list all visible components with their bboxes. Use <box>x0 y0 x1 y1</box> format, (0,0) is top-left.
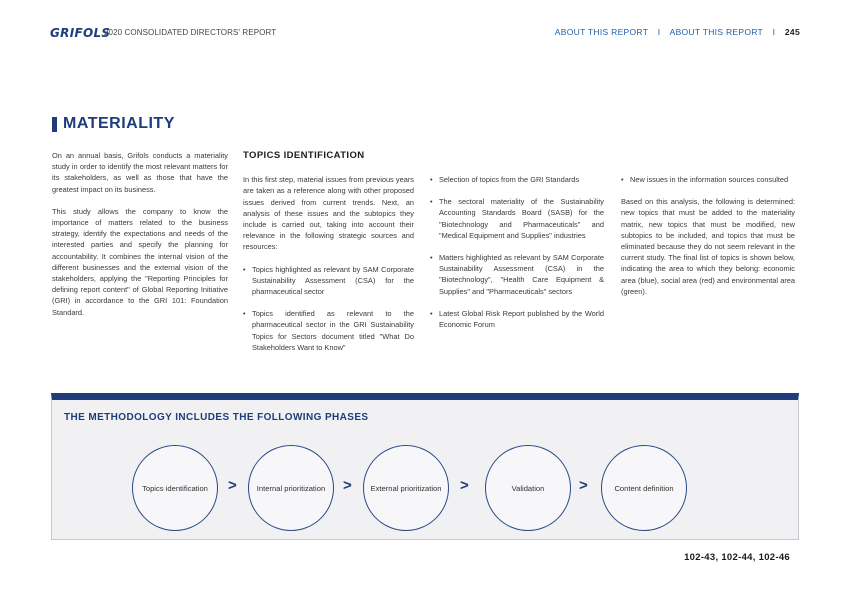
list-item: • Topics highlighted as relevant by SAM Corporate Sustainability Assessment (CSA) for the pharmaceutical sector <box>243 264 414 298</box>
grifols-logo: GRIFOLS <box>50 26 111 40</box>
topics-column-2 <box>430 174 604 341</box>
topics-column-3 <box>621 174 795 308</box>
topics-conclusion: Based on this analysis, the following is determined: new topics that must be added to the materiality matrix, new topics that must be modified, new subtopics to be included, and topics that must be eliminated because they do not seem relevant in the current study. The final list of topics is shown below, indicating the area to which they belong: economic area (blue), social area (red) and environmental area (green). <box>621 197 795 296</box>
phase-label: Topics identification <box>142 483 208 493</box>
phase-label: Validation <box>511 483 545 493</box>
breadcrumb-section-link[interactable]: ABOUT THIS REPORT <box>554 27 649 37</box>
page-header <box>50 26 800 40</box>
phase-content-definition <box>601 445 687 531</box>
sources-list <box>243 264 414 353</box>
phase-label: Internal prioritization <box>256 483 326 493</box>
list-item: • The sectoral materiality of the Sustainability Accounting Standards Board (SASB) for the "Biotechnology and Pharmaceuticals" and "Medical Equipment and Supplies" industries <box>430 196 604 241</box>
breadcrumb-separator: I <box>657 27 661 37</box>
sources-list <box>430 174 604 330</box>
breadcrumb-separator: I <box>772 27 776 37</box>
page-number: 245 <box>784 27 800 37</box>
report-title: 2020 CONSOLIDATED DIRECTORS' REPORT <box>104 28 277 37</box>
list-item: • Matters highlighted as relevant by SAM Corporate Sustainability Assessment (CSA) in the "Biotechnology", "Health Care Equipment & Supplies" and "Pharmaceuticals" sectors <box>430 252 604 297</box>
methodology-phases-box <box>51 393 799 540</box>
phase-external-prioritization <box>363 445 449 531</box>
list-item: • Selection of topics from the GRI Standards <box>430 174 604 185</box>
sources-list <box>621 174 795 185</box>
breadcrumb-page-link[interactable]: ABOUT THIS REPORT <box>669 27 763 37</box>
gri-reference-codes: 102-43, 102-44, 102-46 <box>684 552 790 563</box>
section-title-text: MATERIALITY <box>63 115 175 132</box>
topics-column-1 <box>243 150 414 364</box>
arrow-icon: > <box>579 477 588 494</box>
section-title <box>52 115 175 133</box>
phase-label: Content definition <box>614 483 674 493</box>
title-accent-bar <box>52 117 57 132</box>
intro-paragraph: On an annual basis, Grifols conducts a materiality study in order to identify the most relevant matters for its stakeholders, as well as those that have the greatest impact on its business. <box>52 151 228 194</box>
methodology-title: THE METHODOLOGY INCLUDES THE FOLLOWING PHASES <box>64 412 369 423</box>
list-item: • Topics identified as relevant to the pharmaceutical sector in the GRI Sustainability Topics for Sectors document titled "What Do Stakeholders Want to Know" <box>243 308 414 353</box>
phase-label: External prioritization <box>370 483 442 493</box>
list-item: • Latest Global Risk Report published by the World Economic Forum <box>430 308 604 330</box>
breadcrumb <box>555 27 800 37</box>
topics-intro: In this first step, material issues from previous years are taken as a reference along with other proposed issues derived from current trends. Next, an analysis of these issues and the subtopics they include is carried out, taking into account their relevance in the following strategic sources and resources: <box>243 175 414 252</box>
intro-paragraph: This study allows the company to know the importance of matters related to the business strategy, identify the expectations and needs of the interested parties and specify the planning for accountability. It combines the internal vision of the different businesses and the external vision of the stakeholders, applying the "Reporting Principles for defining report content" of Global Reporting Initiative (GRI) in accordance to the GRI 101: Foundation Standard. <box>52 206 228 317</box>
arrow-icon: > <box>343 477 352 494</box>
intro-column <box>52 150 228 329</box>
list-item: • New issues in the information sources consulted <box>621 174 795 185</box>
arrow-icon: > <box>460 477 469 494</box>
topics-heading: TOPICS IDENTIFICATION <box>243 150 365 161</box>
phase-internal-prioritization <box>248 445 334 531</box>
phase-topics-identification <box>132 445 218 531</box>
phase-validation <box>485 445 571 531</box>
arrow-icon: > <box>228 477 237 494</box>
